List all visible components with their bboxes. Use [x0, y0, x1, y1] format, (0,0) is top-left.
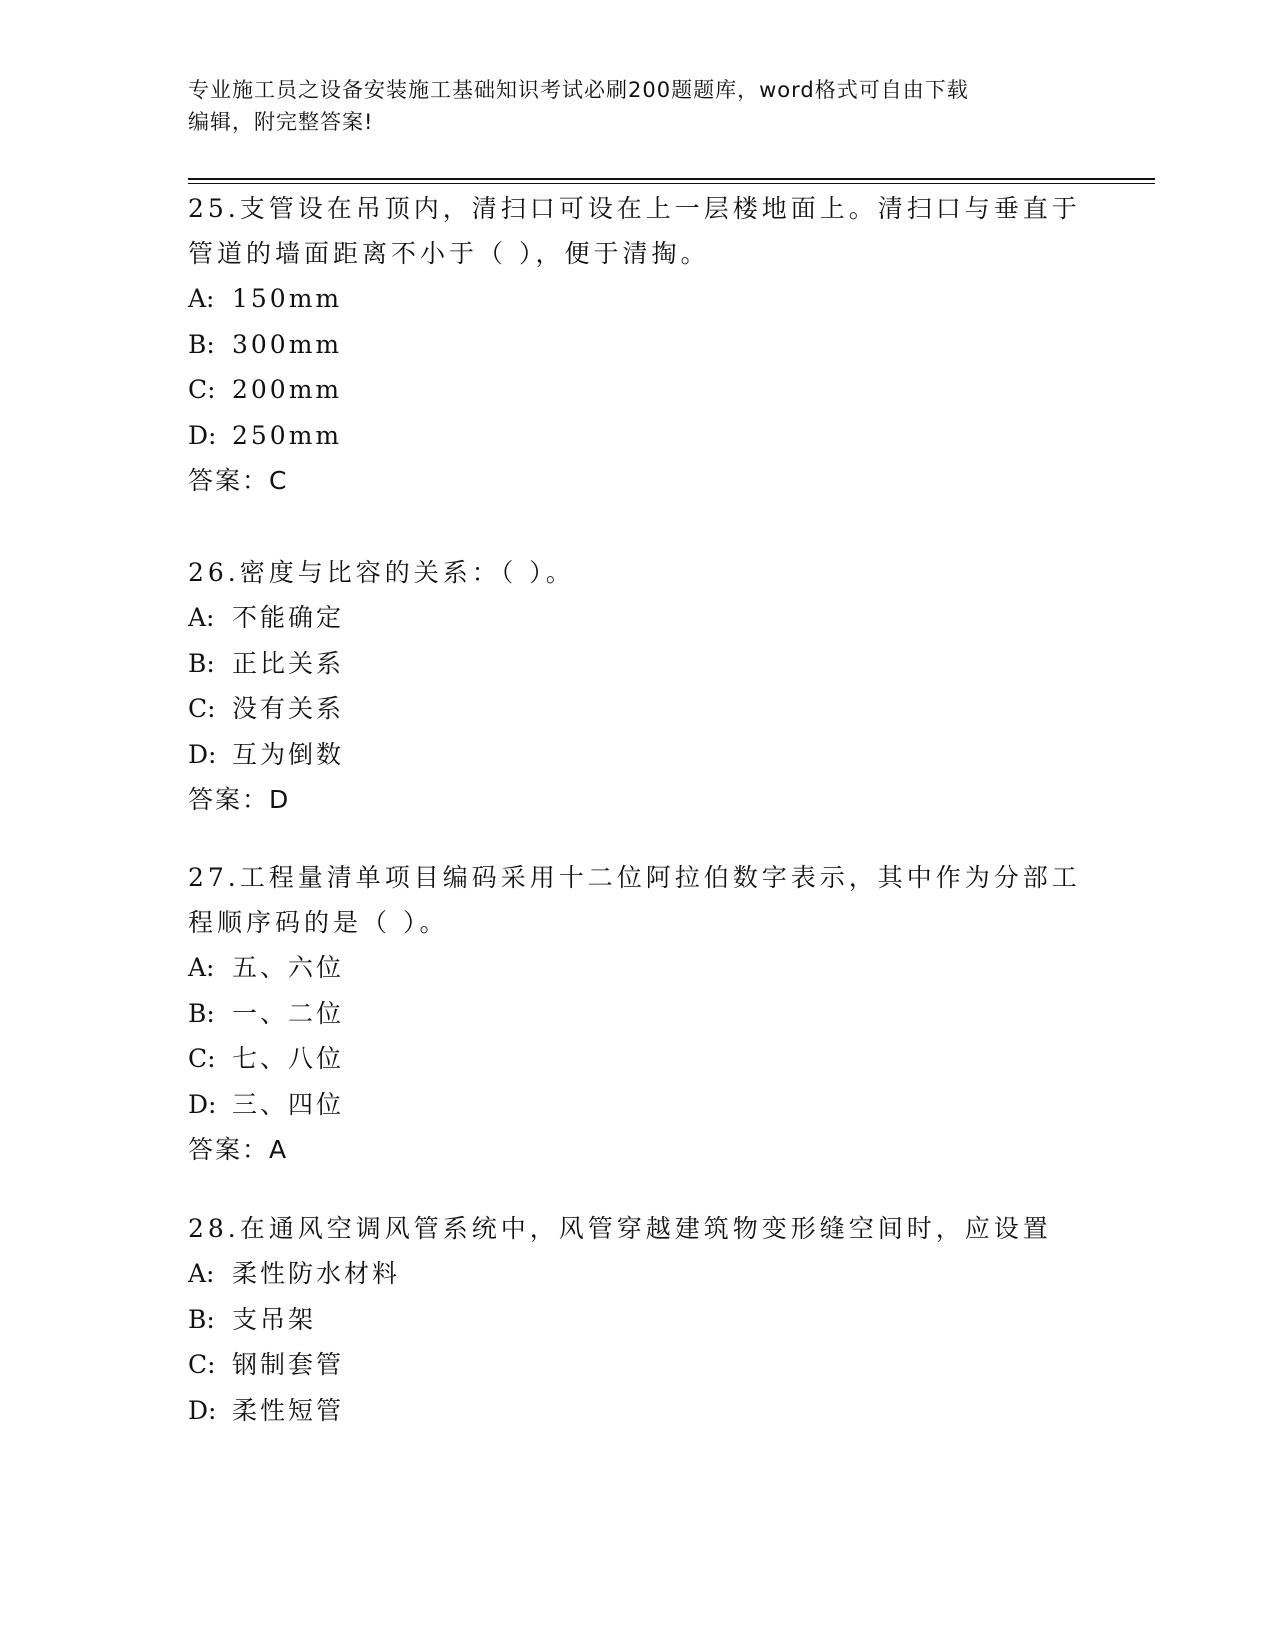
- option-d: [188, 732, 1088, 778]
- option-text: 支吊架: [232, 1304, 317, 1334]
- option-a: [188, 1251, 1088, 1297]
- option-key: B:: [188, 1304, 215, 1334]
- option-key: A:: [188, 1259, 215, 1288]
- option-key: A:: [188, 603, 215, 632]
- option-text: 柔性防水材料: [232, 1259, 401, 1288]
- answer-line: 答案：A: [188, 1135, 289, 1164]
- header-divider-thin: [188, 183, 1155, 184]
- option-a: [188, 595, 1088, 641]
- question-stem-line: 27.工程量清单项目编码采用十二位阿拉伯数字表示，其中作为分部工: [188, 863, 1081, 892]
- option-text: 250mm: [232, 420, 343, 450]
- option-text: 五、六位: [232, 953, 345, 982]
- option-text: 150mm: [232, 284, 343, 313]
- option-b: [188, 1297, 1088, 1343]
- option-text: 三、四位: [232, 1089, 345, 1119]
- option-c: [188, 1342, 1088, 1388]
- option-key: C:: [188, 694, 216, 723]
- question-stem-line: 26.密度与比容的关系：（ ）。: [188, 558, 575, 587]
- option-c: [188, 367, 1088, 413]
- question-stem-line: 程顺序码的是（ ）。: [188, 908, 449, 937]
- option-key: A:: [188, 953, 215, 982]
- question-stem-line: 28.在通风空调风管系统中，风管穿越建筑物变形缝空间时，应设置: [188, 1214, 1052, 1243]
- option-key: B:: [188, 329, 215, 359]
- question-stem-line: 25.支管设在吊顶内，清扫口可设在上一层楼地面上。清扫口与垂直于: [188, 194, 1081, 223]
- option-d: [188, 1082, 1088, 1128]
- option-b: [188, 991, 1088, 1037]
- option-key: C:: [188, 1350, 216, 1379]
- option-key: C:: [188, 375, 216, 404]
- option-text: 钢制套管: [232, 1350, 345, 1379]
- option-b: [188, 641, 1088, 687]
- document-header: [188, 74, 1088, 138]
- option-key: D:: [188, 420, 217, 450]
- option-text: 正比关系: [232, 648, 345, 678]
- question-28: [188, 1206, 1088, 1433]
- question-26: [188, 550, 1088, 822]
- option-key: D:: [188, 739, 217, 769]
- option-key: D:: [188, 1089, 217, 1119]
- header-line-2: 编辑，附完整答案!: [188, 110, 374, 134]
- question-stem-line: 管道的墙面距离不小于（ ），便于清掏。: [188, 239, 710, 268]
- option-c: [188, 686, 1088, 732]
- option-text: 300mm: [232, 329, 343, 359]
- option-c: [188, 1036, 1088, 1082]
- option-a: [188, 945, 1088, 991]
- option-text: 互为倒数: [232, 739, 345, 769]
- option-text: 柔性短管: [232, 1395, 345, 1425]
- option-key: A:: [188, 284, 215, 313]
- option-text: 没有关系: [232, 694, 345, 723]
- option-key: C:: [188, 1044, 216, 1073]
- header-line-1: 专业施工员之设备安装施工基础知识考试必刷200题题库，word格式可自由下载: [188, 78, 969, 102]
- option-key: B:: [188, 998, 215, 1028]
- header-divider-thick: [188, 178, 1155, 180]
- option-text: 200mm: [232, 375, 343, 404]
- question-27: [188, 855, 1088, 1172]
- option-text: 不能确定: [232, 603, 345, 632]
- option-a: [188, 276, 1088, 322]
- option-text: 一、二位: [232, 998, 345, 1028]
- option-text: 七、八位: [232, 1044, 345, 1073]
- option-key: B:: [188, 648, 215, 678]
- answer-line: 答案：C: [188, 466, 289, 495]
- option-b: [188, 322, 1088, 368]
- option-key: D:: [188, 1395, 217, 1425]
- answer-line: 答案：D: [188, 785, 291, 814]
- option-d: [188, 413, 1088, 459]
- question-25: [188, 186, 1088, 503]
- option-d: [188, 1388, 1088, 1434]
